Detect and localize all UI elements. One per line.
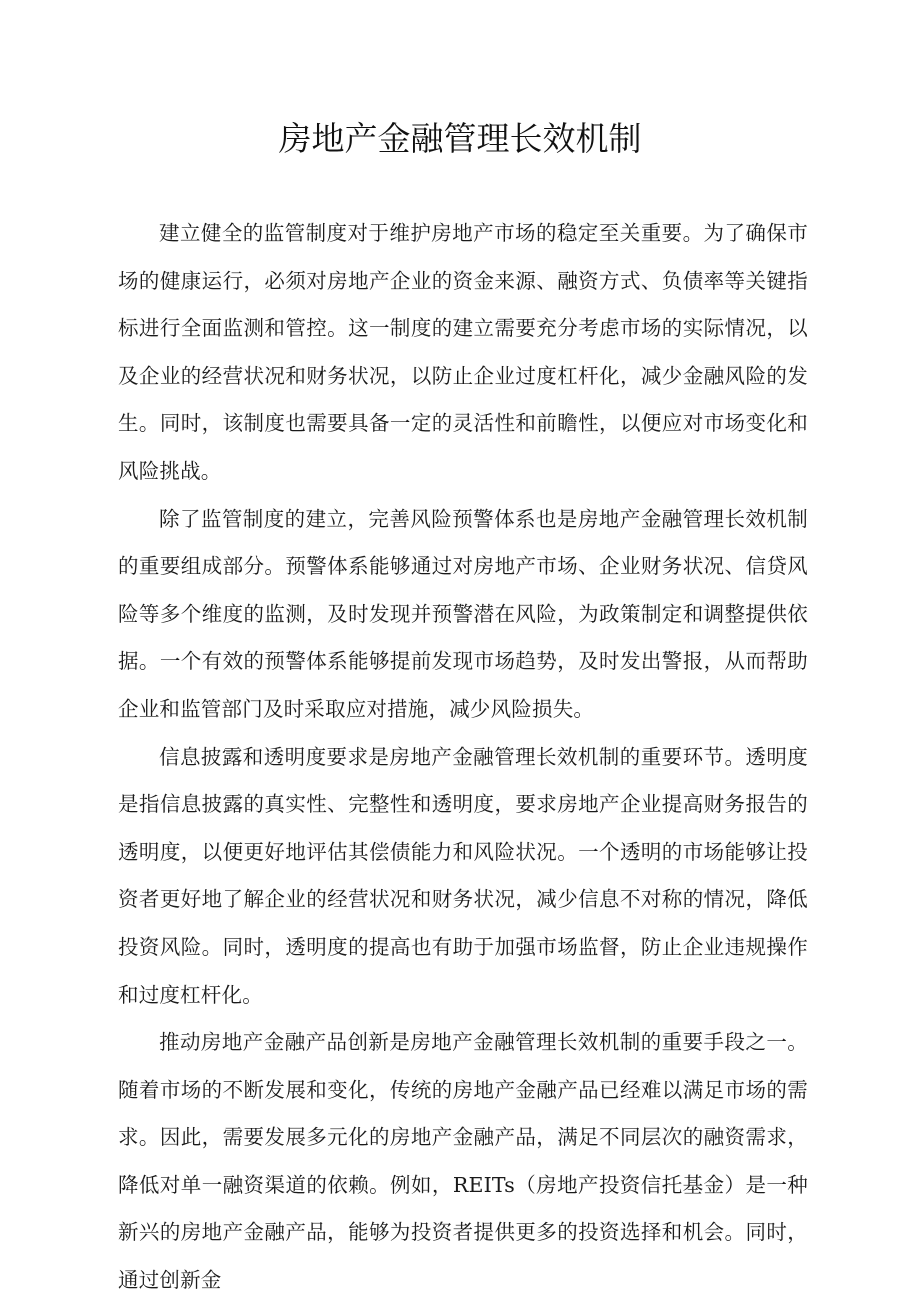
paragraph-disclosure: 信息披露和透明度要求是房地产金融管理长效机制的重要环节。透明度是指信息披露的真实性、完整性和透明度，要求房地产企业提高财务报告的透明度，以便更好地评估其偿债能力和风险状况。一个透明的市场能够让投资者更好地了解企业的经营状况和财务状况，减少信息不对称的情况，降低投资风险。同时，透明度的提高也有助于加强市场监督，防止企业违规操作和过度杠杆化。 [118, 744, 808, 1007]
document-title: 房地产金融管理长效机制 [278, 119, 642, 158]
paragraph-regulation: 建立健全的监管制度对于维护房地产市场的稳定至关重要。为了确保市场的健康运行，必须对房地产企业的资金来源、融资方式、负债率等关键指标进行全面监测和管控。这一制度的建立需要充分考虑市场的实际情况，以及企业的经营状况和财务状况，以防止企业过度杠杆化，减少金融风险的发生。同时，该制度也需要具备一定的灵活性和前瞻性，以便应对市场变化和风险挑战。 [118, 221, 808, 483]
paragraph-risk-warning: 除了监管制度的建立，完善风险预警体系也是房地产金融管理长效机制的重要组成部分。预警体系能够通过对房地产市场、企业财务状况、信贷风险等多个维度的监测，及时发现并预警潜在风险，为政策制定和调整提供依据。一个有效的预警体系能够提前发现市场趋势，及时发出警报，从而帮助企业和监管部门及时采取应对措施，减少风险损失。 [118, 506, 808, 721]
document-body [118, 210, 808, 1305]
paragraph-innovation: 推动房地产金融产品创新是房地产金融管理长效机制的重要手段之一。随着市场的不断发展和变化，传统的房地产金融产品已经难以满足市场的需求。因此，需要发展多元化的房地产金融产品，满足不同层次的融资需求，降低对单一融资渠道的依赖。例如，REITs（房地产投资信托基金）是一种新兴的房地产金融产品，能够为投资者提供更多的投资选择和机会。同时，通过创新金 [118, 1030, 808, 1293]
